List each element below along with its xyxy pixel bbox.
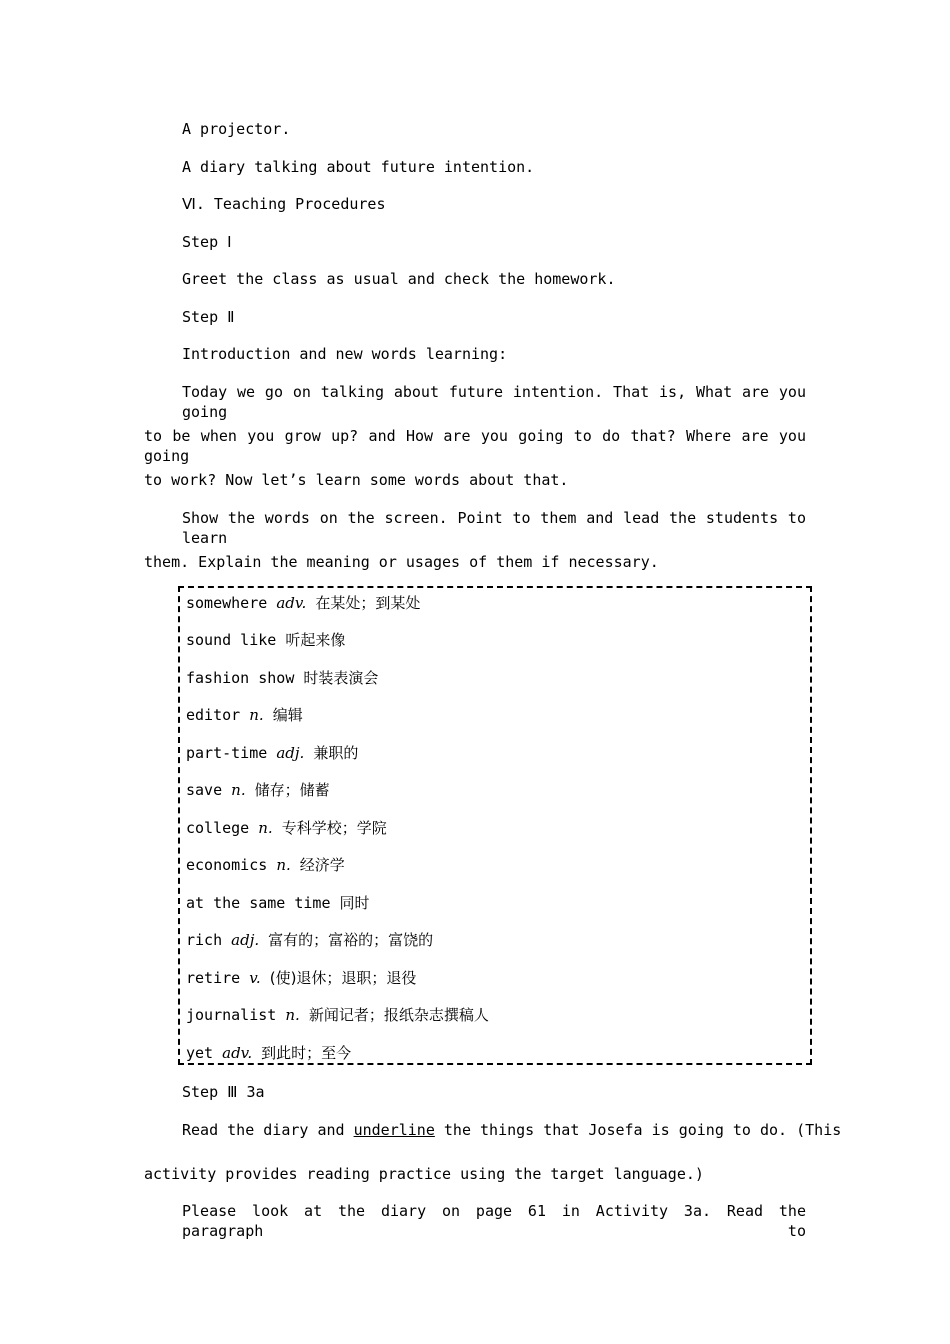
vocab-meaning: 时装表演会 — [303, 669, 379, 687]
vocab-row — [186, 705, 303, 725]
vocab-meaning: 储存；储蓄 — [254, 781, 330, 799]
vocab-row — [186, 1043, 351, 1063]
vocab-pos: adj. — [231, 931, 260, 949]
paragraph-line: Today we go on talking about future intention. That is, What are you going — [182, 383, 806, 421]
vocab-pos: adv. — [276, 594, 307, 612]
vocab-word: yet — [186, 1044, 214, 1062]
vocab-word: journalist — [186, 1006, 277, 1024]
vocab-word: economics — [186, 856, 268, 874]
vocab-row — [186, 855, 345, 875]
vocab-meaning: 同时 — [339, 894, 370, 912]
vocab-pos: adj. — [276, 744, 305, 762]
vocab-pos: v. — [249, 969, 261, 987]
vocab-meaning: 在某处；到某处 — [315, 594, 421, 612]
text-span: Read the diary and — [182, 1121, 354, 1139]
vocab-word: fashion show — [186, 669, 295, 687]
vocab-row — [186, 780, 330, 800]
vocab-meaning: 到此时；至今 — [261, 1044, 352, 1062]
vocab-meaning: (使)退休；退职；退役 — [269, 969, 417, 987]
step-heading: Step Ⅲ 3a — [182, 1083, 265, 1101]
vocab-pos: n. — [249, 706, 264, 724]
paragraph-line: to work? Now let’s learn some words about that. — [144, 471, 569, 489]
text-span: the things that Josefa is going to do. (This — [434, 1121, 842, 1139]
paragraph-line: activity provides reading practice using the target language.) — [144, 1165, 704, 1183]
text-line: Greet the class as usual and check the homework. — [182, 270, 616, 288]
vocab-row — [186, 968, 416, 988]
vocab-meaning: 专科学校；学院 — [281, 819, 387, 837]
vocab-meaning: 经济学 — [299, 856, 345, 874]
paragraph-line: them. Explain the meaning or usages of them if necessary. — [144, 553, 659, 571]
step-heading: Step Ⅱ — [182, 308, 235, 326]
vocab-word: rich — [186, 931, 223, 949]
vocab-row — [186, 743, 358, 763]
step-heading: Step Ⅰ — [182, 233, 232, 251]
paragraph-line: Please look at the diary on page 61 in Activity 3a. Read the paragraph to — [182, 1202, 806, 1240]
vocab-meaning: 听起来像 — [285, 631, 346, 649]
vocab-row — [186, 593, 420, 613]
paragraph-line: Show the words on the screen. Point to them and lead the students to learn — [182, 509, 806, 547]
vocab-meaning: 编辑 — [272, 706, 303, 724]
vocab-pos: adv. — [222, 1044, 253, 1062]
paragraph-line — [182, 1120, 841, 1140]
vocab-pos: n. — [231, 781, 246, 799]
underlined-word: underline — [353, 1121, 435, 1139]
vocab-meaning: 兼职的 — [313, 744, 359, 762]
vocab-meaning: 新闻记者；报纸杂志撰稿人 — [308, 1006, 489, 1024]
vocab-pos: n. — [276, 856, 291, 874]
vocab-meaning: 富有的；富裕的；富饶的 — [268, 931, 434, 949]
vocab-word: somewhere — [186, 594, 268, 612]
text-line: Introduction and new words learning: — [182, 345, 508, 363]
vocab-row — [186, 630, 345, 650]
vocab-word: save — [186, 781, 223, 799]
vocabulary-box — [178, 586, 812, 1065]
vocab-word: editor — [186, 706, 241, 724]
vocab-word: sound like — [186, 631, 277, 649]
vocab-word: at the same time — [186, 894, 331, 912]
vocab-row — [186, 930, 433, 950]
text-line: A projector. — [182, 120, 291, 138]
vocab-pos: n. — [258, 819, 273, 837]
vocab-pos: n. — [285, 1006, 300, 1024]
vocab-row — [186, 818, 387, 838]
vocab-word: college — [186, 819, 250, 837]
paragraph-line: to be when you grow up? and How are you going to do that? Where are you going — [144, 427, 806, 465]
section-heading: Ⅵ. Teaching Procedures — [182, 195, 386, 213]
text-line: A diary talking about future intention. — [182, 158, 535, 176]
vocab-row — [186, 1005, 489, 1025]
vocab-row — [186, 893, 370, 913]
vocab-word: part-time — [186, 744, 268, 762]
vocab-row — [186, 668, 378, 688]
vocab-word: retire — [186, 969, 241, 987]
